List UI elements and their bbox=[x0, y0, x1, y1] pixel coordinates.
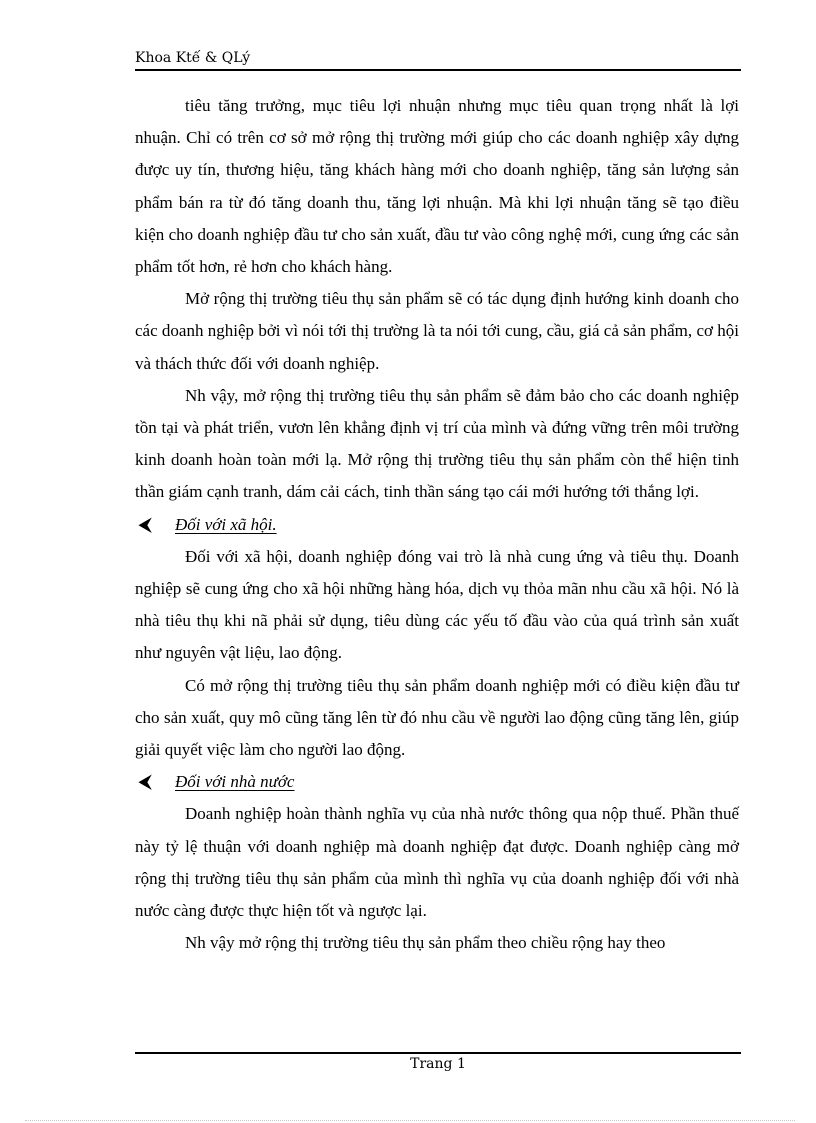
body-paragraph: Doanh nghiệp hoàn thành nghĩa vụ của nhà nước thông qua nộp thuế. Phần thuế này tỷ lệ thuận với doanh nghiệp mà doanh nghiệp đạt được. Doanh nghiệp càng mở rộng thị trường tiêu thụ sản phẩm của mình thì nghĩa vụ của doanh nghiệp đối với nhà nước càng được thực hiện tốt và ngược lại. bbox=[135, 804, 739, 921]
page-number: Trang 1 bbox=[410, 1056, 466, 1072]
section-heading-label: Đối với xã hội. bbox=[175, 514, 277, 534]
section-heading-society bbox=[135, 509, 739, 541]
section-heading-label: Đối với nhà nước bbox=[175, 772, 295, 792]
body-paragraph: Nh vậy, mở rộng thị trường tiêu thụ sản phẩm sẽ đảm bảo cho các doanh nghiệp tồn tại và phát triển, vươn lên khẳng định vị trí của mình và đứng vững trên môi trường kinh doanh hoàn toàn mới lạ. Mở rộng thị trường tiêu thụ sản phẩm còn thể hiện tinh thần giám cạnh tranh, dám cải cách, tinh thần sáng tạo cái mới hướng tới thắng lợi. bbox=[135, 385, 739, 502]
arrowhead-left-icon: ⮜ bbox=[139, 772, 152, 793]
page-boundary bbox=[25, 1120, 795, 1121]
body-paragraph: tiêu tăng trưởng, mục tiêu lợi nhuận nhưng mục tiêu quan trọng nhất là lợi nhuận. Chỉ có trên cơ sở mở rộng thị trường mới giúp cho các doanh nghiệp xây dựng được uy tín, thương hiệu, tăng khách hàng mới cho doanh nghiệp, tăng sản lượng sản phẩm bán ra từ đó tăng doanh thu, tăng lợi nhuận. Mà khi lợi nhuận tăng sẽ tạo điều kiện cho doanh nghiệp đầu tư cho sản xuất, đầu tư vào công nghệ mới, cung ứng các sản phẩm tốt hơn, rẻ hơn cho khách hàng. bbox=[135, 96, 739, 277]
header-divider bbox=[135, 69, 741, 71]
body-paragraph: Nh vậy mở rộng thị trường tiêu thụ sản phẩm theo chiều rộng hay theo bbox=[185, 933, 666, 953]
section-heading-state bbox=[135, 766, 739, 798]
arrowhead-left-icon: ⮜ bbox=[139, 514, 152, 535]
footer-divider bbox=[135, 1052, 741, 1054]
body-paragraph: Có mở rộng thị trường tiêu thụ sản phẩm doanh nghiệp mới có điều kiện đầu tư cho sản xuất, quy mô cũng tăng lên từ đó nhu cầu về người lao động cũng tăng lên, giúp giải quyết việc làm cho người lao động. bbox=[135, 675, 739, 760]
body-paragraph: Đối với xã hội, doanh nghiệp đóng vai trò là nhà cung ứng và tiêu thụ. Doanh nghiệp sẽ cung ứng cho xã hội những hàng hóa, dịch vụ thỏa mãn nhu cầu xã hội. Nó là nhà tiêu thụ khi nã phải sử dụng, tiêu dùng các yếu tố đầu vào của quá trình sản xuất như nguyên vật liệu, lao động. bbox=[135, 546, 739, 663]
body-paragraph: Mở rộng thị trường tiêu thụ sản phẩm sẽ có tác dụng định hướng kinh doanh cho các doanh nghiệp bởi vì nói tới thị trường là ta nói tới cung, cầu, giá cả sản phẩm, cơ hội và thách thức đối với doanh nghiệp. bbox=[135, 289, 739, 373]
document-body bbox=[135, 90, 739, 959]
page-header: Khoa Ktế & QLý bbox=[135, 50, 251, 66]
